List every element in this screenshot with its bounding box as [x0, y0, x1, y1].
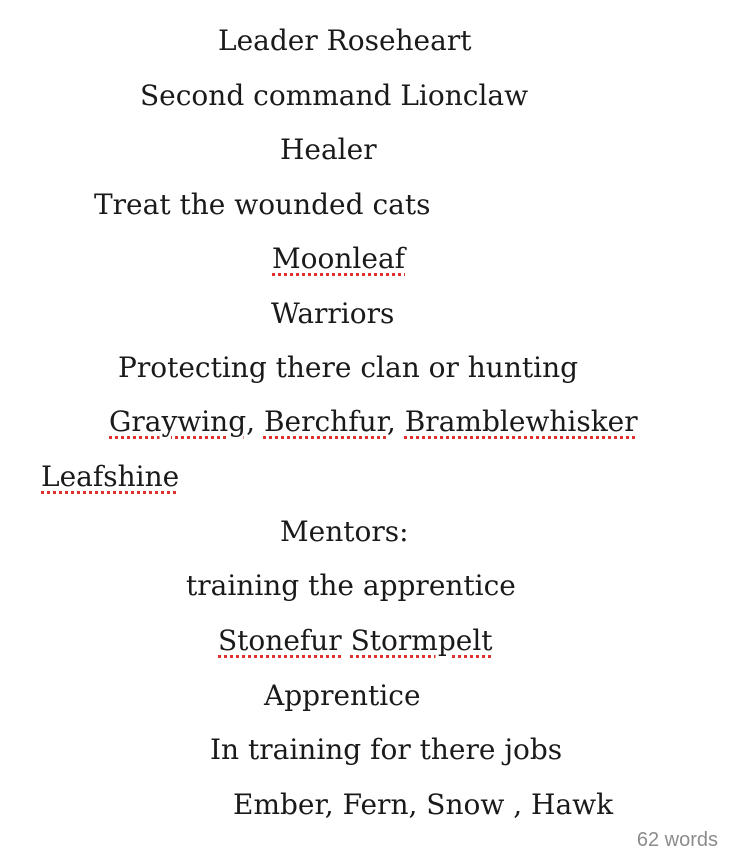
- text-line-healer-name: Moonleaf: [272, 242, 405, 275]
- separator: ,: [246, 405, 264, 438]
- text-line-warrior-name-wrap: Leafshine: [41, 460, 180, 493]
- word-count-label[interactable]: 62 words: [636, 829, 718, 851]
- text-line-mentor-names: [218, 624, 493, 658]
- text-line-healer-heading: Healer: [280, 133, 377, 166]
- misspelled-word: Berchfur: [263, 405, 387, 438]
- text-line-second-command: Second command Lionclaw: [140, 79, 529, 112]
- text-line-apprentice-names: Ember, Fern, Snow , Hawk: [233, 788, 614, 821]
- text-line-apprentice-heading: Apprentice: [264, 679, 421, 712]
- misspelled-word: Graywing: [109, 405, 247, 438]
- text-line-warriors-duty: Protecting there clan or hunting: [118, 351, 579, 384]
- text-line-warrior-names: [109, 405, 638, 439]
- misspelled-word: Bramblewhisker: [404, 405, 638, 438]
- text-line-healer-duty: Treat the wounded cats: [94, 188, 431, 221]
- text-line-mentors-duty: training the apprentice: [186, 569, 516, 602]
- misspelled-word: Stonefur: [218, 624, 342, 657]
- misspelled-word: Stormpelt: [350, 624, 493, 657]
- text-line-apprentice-duty: In training for there jobs: [210, 733, 563, 766]
- text-line-leader: Leader Roseheart: [218, 24, 472, 57]
- text-line-mentors-heading: Mentors:: [280, 515, 409, 548]
- text-line-warriors-heading: Warriors: [271, 297, 395, 330]
- separator: [342, 624, 351, 657]
- separator: ,: [386, 405, 405, 438]
